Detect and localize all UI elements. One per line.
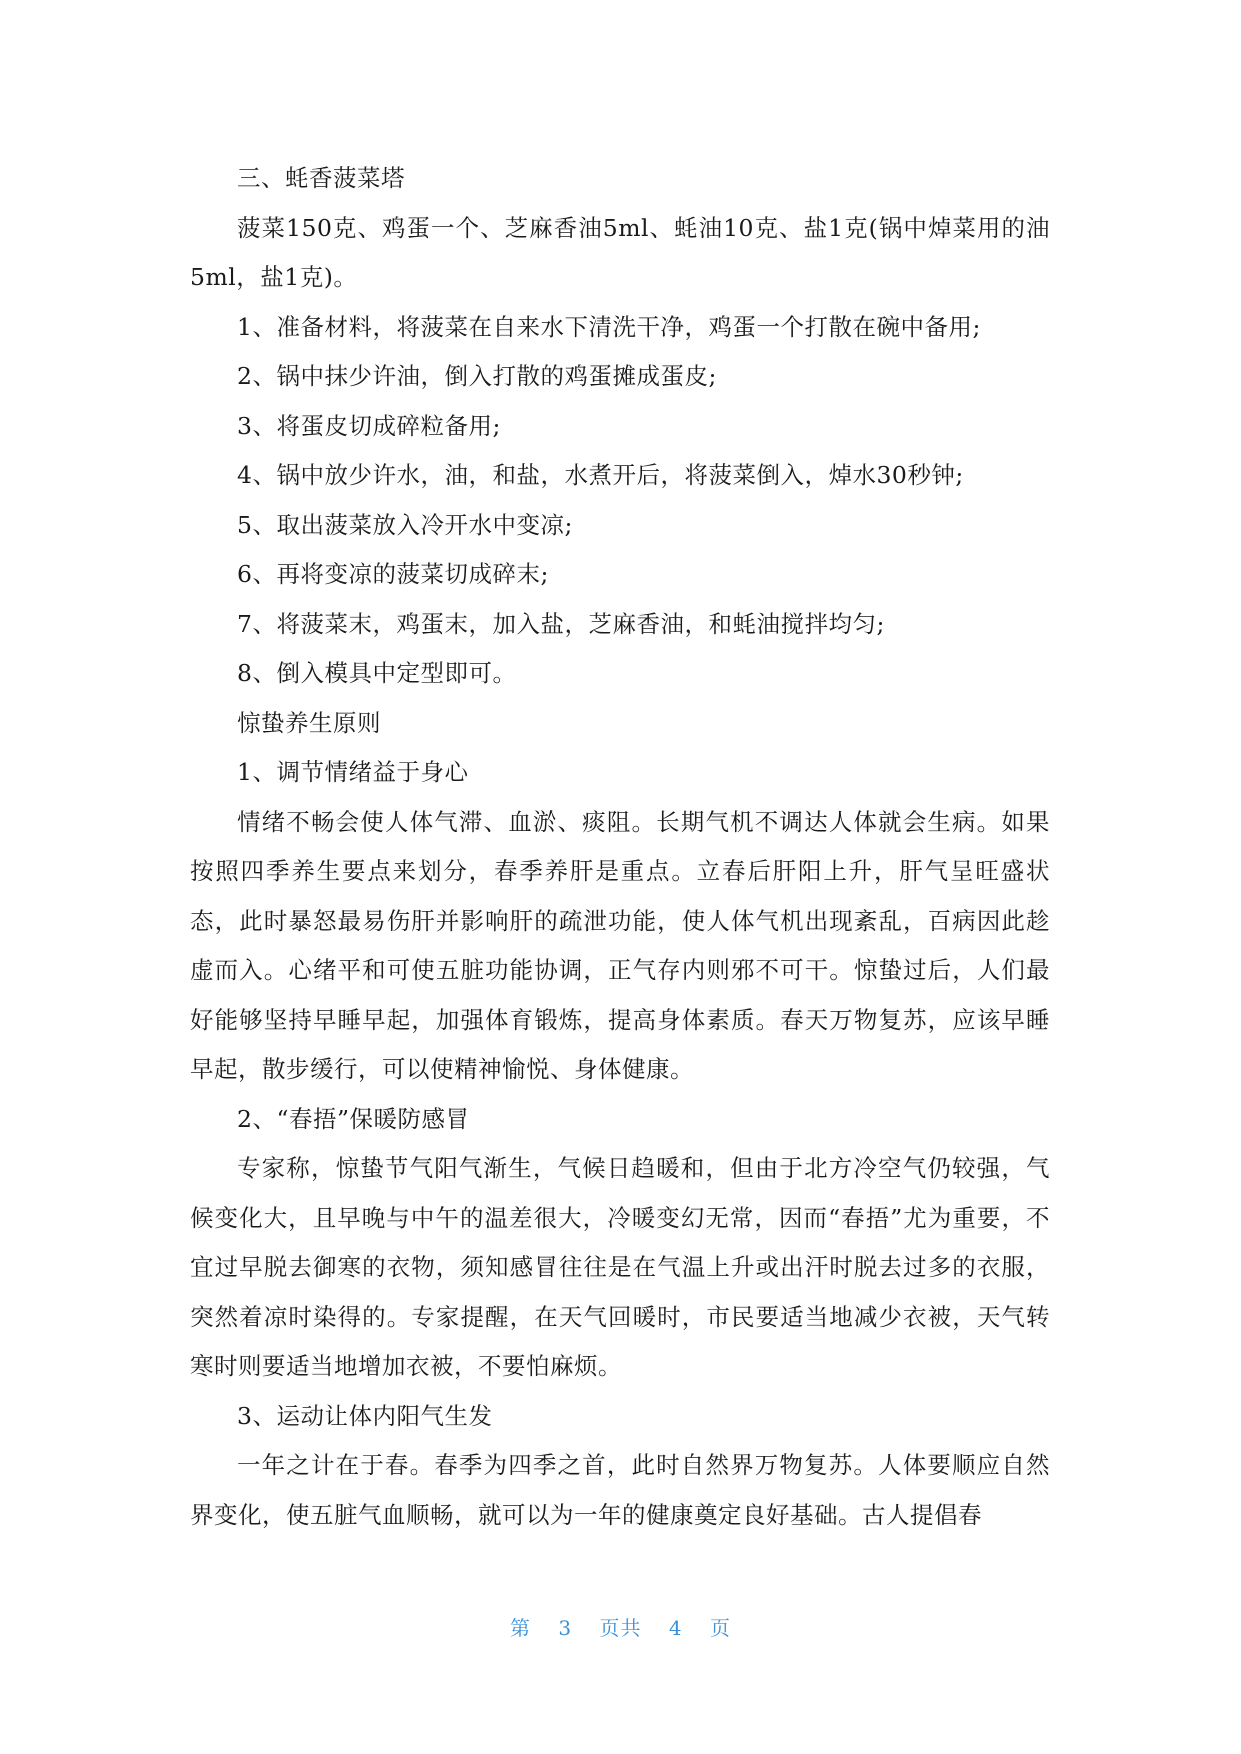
- document-body: [190, 154, 1050, 1540]
- principle-3-body: 一年之计在于春。春季为四季之首，此时自然界万物复苏。人体要顺应自然界变化，使五脏气血顺畅，就可以为一年的健康奠定良好基础。古人提倡春: [190, 1451, 1050, 1529]
- footer-current-page: 3: [558, 1616, 573, 1640]
- step-1: 1、准备材料，将菠菜在自来水下清洗干净，鸡蛋一个打散在碗中备用;: [237, 312, 981, 341]
- step-2: 2、锅中抹少许油，倒入打散的鸡蛋摊成蛋皮;: [237, 362, 717, 390]
- step-7: 7、将菠菜末，鸡蛋末，加入盐，芝麻香油，和蚝油搅拌均匀;: [237, 609, 885, 638]
- step-8: 8、倒入模具中定型即可。: [237, 659, 517, 687]
- footer-total-pages: 4: [668, 1616, 683, 1640]
- step-4: 4、锅中放少许水，油，和盐，水煮开后，将菠菜倒入，焯水30秒钟;: [237, 461, 964, 489]
- principle-1-body: 情绪不畅会使人体气滞、血淤、痰阻。长期气机不调达人体就会生病。如果按照四季养生要点来划分，春季养肝是重点。立春后肝阳上升，肝气呈旺盛状态，此时暴怒最易伤肝并影响肝的疏泄功能，使人体气机出现紊乱，百病因此趁虚而入。心绪平和可使五脏功能协调，正气存内则邪不可干。惊蛰过后，人们最好能够坚持早睡早起，加强体育锻炼，提高身体素质。春天万物复苏，应该早睡早起，散步缓行，可以使精神愉悦、身体健康。: [190, 807, 1050, 1083]
- footer-prefix: 第: [510, 1616, 532, 1640]
- principle-2-body: 专家称，惊蛰节气阳气渐生，气候日趋暖和，但由于北方冷空气仍较强，气候变化大，且早晚与中午的温差很大，冷暖变幻无常，因而“春捂”尤为重要，不宜过早脱去御寒的衣物，须知感冒往往是在气温上升或出汗时脱去过多的衣服，突然着凉时染得的。专家提醒，在天气回暖时，市民要适当地减少衣被，天气转寒时则要适当地增加衣被，不要怕麻烦。: [190, 1154, 1050, 1380]
- step-5: 5、取出菠菜放入冷开水中变凉;: [237, 510, 573, 539]
- principle-2-heading: 2、“春捂”保暖防感冒: [237, 1104, 470, 1133]
- footer-suffix: 页: [709, 1616, 731, 1640]
- section-heading-oyster-spinach-tower: 三、蚝香菠菜塔: [237, 164, 405, 192]
- step-3: 3、将蛋皮切成碎粒备用;: [237, 411, 501, 440]
- ingredients-paragraph: 菠菜150克、鸡蛋一个、芝麻香油5ml、蚝油10克、盐1克(锅中焯菜用的油5ml，盐1克)。: [190, 213, 1050, 291]
- step-6: 6、再将变凉的菠菜切成碎末;: [237, 560, 549, 588]
- section-heading-health-principles: 惊蛰养生原则: [237, 708, 381, 737]
- principle-1-heading: 1、调节情绪益于身心: [237, 758, 469, 786]
- footer-middle: 页共: [599, 1616, 642, 1640]
- page-footer: [0, 1612, 1241, 1641]
- principle-3-heading: 3、运动让体内阳气生发: [237, 1401, 493, 1430]
